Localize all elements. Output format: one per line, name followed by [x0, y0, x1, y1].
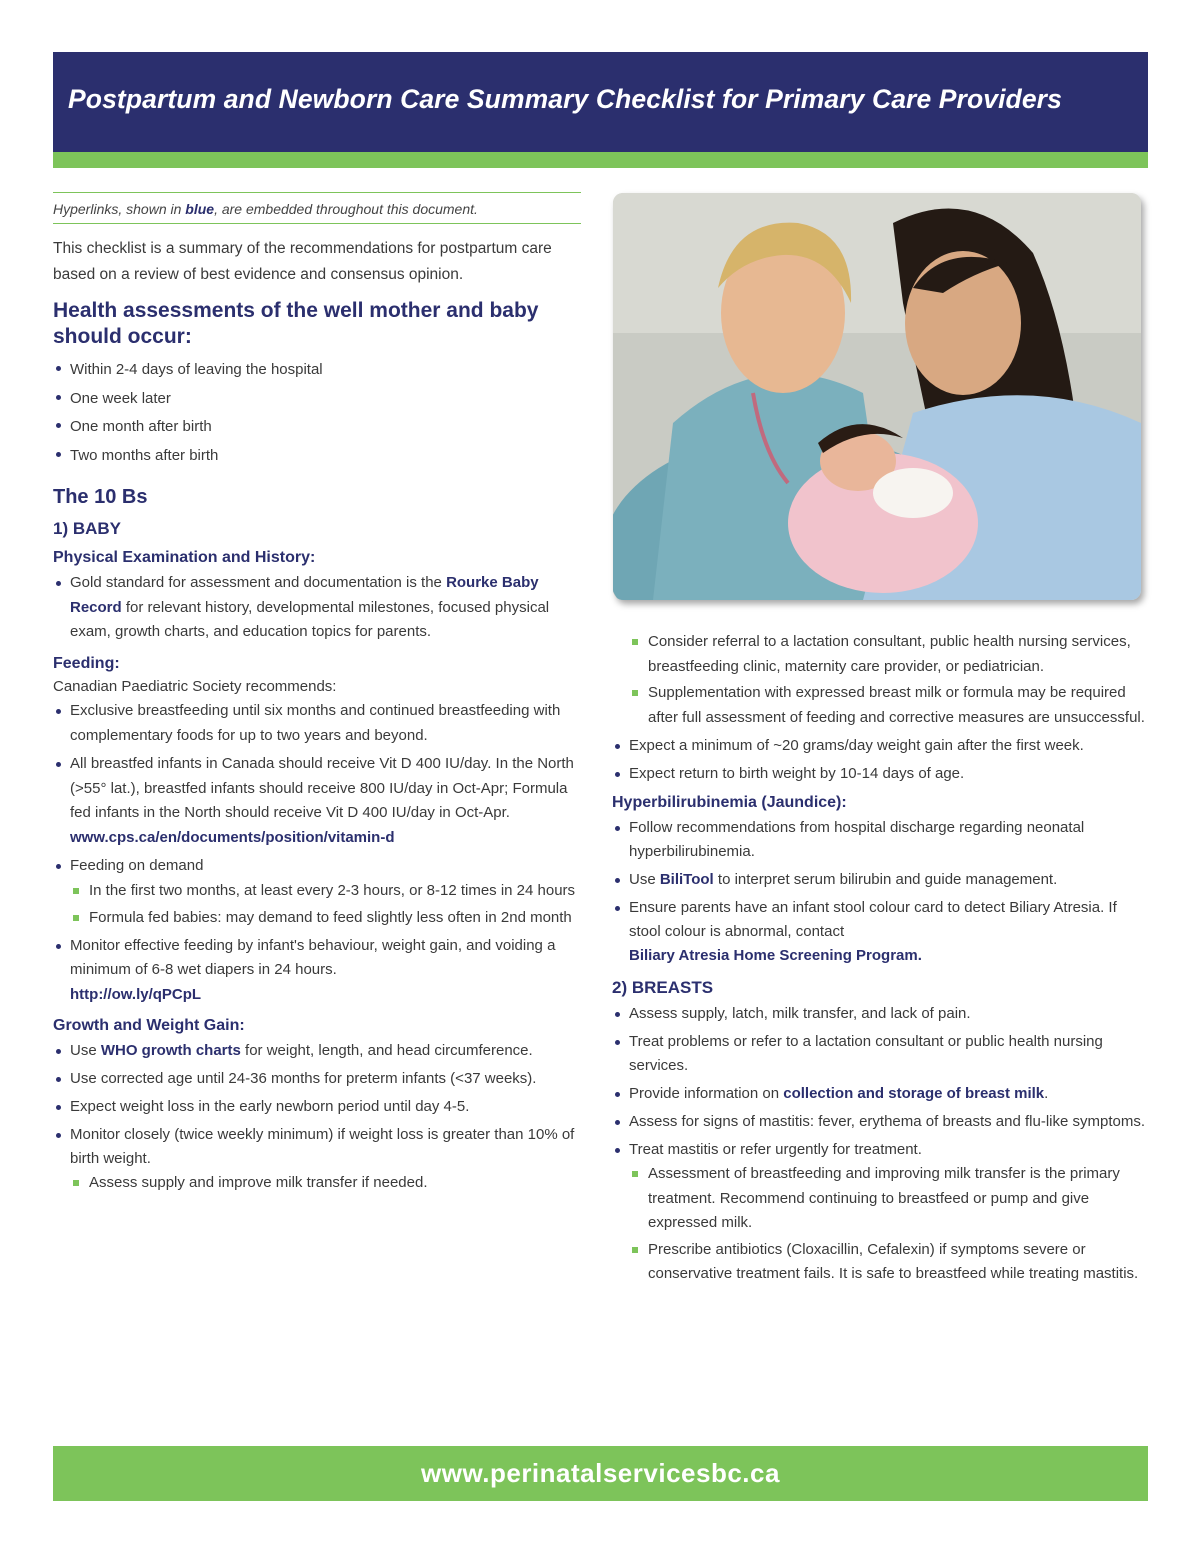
- who-growth-charts-link[interactable]: WHO growth charts: [100, 1042, 241, 1059]
- list-item: Feeding on demand In the first two months, at least every 2-3 hours, or 8-12 times in 24 hours Formula fed babies: may demand to feed slightly less often in 2nd month: [53, 854, 581, 931]
- jaundice-heading: Hyperbilirubinemia (Jaundice):: [612, 794, 847, 811]
- list-item: Consider referral to a lactation consultant, public health nursing services, breastfeeding clinic, maternity care provider, or pediatrician.: [629, 630, 1147, 679]
- list-item: Assess supply and improve milk transfer if needed.: [70, 1171, 581, 1196]
- list-item: Assess supply, latch, milk transfer, and lack of pain.: [612, 1002, 1147, 1026]
- baby-heading: 1) BABY: [53, 519, 122, 538]
- left-column: [53, 192, 581, 1196]
- breasts-heading: 2) BREASTS: [612, 978, 714, 997]
- page-title: Postpartum and Newborn Care Summary Checklist for Primary Care Providers: [68, 84, 1062, 114]
- list-item: Assessment of breastfeeding and improving milk transfer is the primary treatment. Recommend continuing to breastfeed or pump and give expressed milk.: [629, 1162, 1147, 1236]
- feeding-sublist: [70, 879, 581, 931]
- list-item: One month after birth: [53, 413, 581, 442]
- ten-bs-heading: The 10 Bs: [53, 486, 148, 508]
- assessments-list: [53, 356, 581, 470]
- list-item: Supplementation with expressed breast milk or formula may be required after full assessment of feeding and corrective measures are unsuccessful.: [629, 681, 1147, 730]
- list-item: Treat mastitis or refer urgently for treatment. Assessment of breastfeeding and improving milk transfer is the primary treatment. Recommend continuing to breastfeed or pump and give expressed milk. Prescribe antibiotics (Cloxacillin, Cefalexin) if symptoms severe or conservative treatment fails. It is safe to breastfeed while treating mastitis.: [612, 1138, 1147, 1287]
- blue-word: blue: [185, 201, 215, 217]
- list-item: All breastfed infants in Canada should receive Vit D 400 IU/day. In the North (>55° lat.), breastfed infants should receive 800 IU/day in Oct-Apr; Formula fed infants in the North should receive Vit D 400 IU/day in Oct-Apr. www.cps.ca/en/documents/position/vitamin-d: [53, 752, 581, 850]
- list-item: Treat problems or refer to a lactation consultant or public health nursing services.: [612, 1030, 1147, 1078]
- list-item: Exclusive breastfeeding until six months and continued breastfeeding with complementary foods for up to two years and beyond.: [53, 699, 581, 748]
- list-item: Use WHO growth charts for weight, length, and head circumference.: [53, 1039, 581, 1063]
- list-item: Gold standard for assessment and documentation is the Rourke Baby Record for relevant history, developmental milestones, focused physical exam, growth charts, and education topics for parents.: [53, 571, 581, 645]
- growth-list: [53, 1039, 581, 1196]
- footer-website-link[interactable]: www.perinatalservicesbc.ca: [421, 1458, 780, 1488]
- owly-link[interactable]: http://ow.ly/qPCpL: [70, 985, 202, 1003]
- biliary-atresia-link[interactable]: Biliary Atresia Home Screening Program.: [629, 947, 922, 964]
- list-item: Follow recommendations from hospital discharge regarding neonatal hyperbilirubinemia.: [612, 816, 1147, 864]
- supply-sublist: [629, 630, 1147, 730]
- feeding-intro: Canadian Paediatric Society recommends:: [53, 677, 337, 695]
- cps-vitamin-d-link[interactable]: www.cps.ca/en/documents/position/vitamin-d: [70, 828, 395, 846]
- rourke-baby-record-link[interactable]: Rourke Baby Record: [70, 574, 539, 616]
- list-item: Provide information on collection and storage of breast milk.: [612, 1082, 1147, 1106]
- physical-exam-list: [53, 571, 581, 645]
- list-item: Ensure parents have an infant stool colour card to detect Biliary Atresia. If stool colour is abnormal, contact Biliary Atresia Home Screening Program.: [612, 896, 1147, 968]
- list-item: One week later: [53, 385, 581, 414]
- list-item: Expect a minimum of ~20 grams/day weight gain after the first week.: [612, 734, 1147, 758]
- list-item: Expect return to birth weight by 10-14 days of age.: [612, 762, 1147, 786]
- bilitool-link[interactable]: BiliTool: [659, 871, 714, 888]
- physical-exam-heading: Physical Examination and History:: [53, 549, 316, 566]
- list-item: Monitor effective feeding by infant's behaviour, weight gain, and voiding a minimum of 6-8 wet diapers in 24 hours. http://ow.ly/qPCpL: [53, 934, 581, 1008]
- feeding-list: [53, 699, 581, 1007]
- hyperlink-note: Hyperlinks, shown in blue, are embedded throughout this document.: [53, 192, 581, 224]
- list-item: Prescribe antibiotics (Cloxacillin, Cefalexin) if symptoms severe or conservative treatment fails. It is safe to breastfeed while treating mastitis.: [629, 1238, 1147, 1287]
- intro-paragraph: This checklist is a summary of the recommendations for postpartum care based on a review of best evidence and consensus opinion.: [53, 240, 552, 283]
- right-column: [612, 630, 1147, 1291]
- list-item: In the first two months, at least every 2-3 hours, or 8-12 times in 24 hours: [70, 879, 581, 904]
- photo-illustration: [613, 193, 1141, 600]
- growth-sublist: [70, 1171, 581, 1196]
- list-item: Use BiliTool to interpret serum bilirubin and guide management.: [612, 868, 1147, 892]
- list-item: Within 2-4 days of leaving the hospital: [53, 356, 581, 385]
- growth-heading: Growth and Weight Gain:: [53, 1017, 245, 1034]
- jaundice-list: [612, 816, 1147, 968]
- list-item: Two months after birth: [53, 442, 581, 471]
- breasts-list: [612, 1002, 1147, 1287]
- list-item: Formula fed babies: may demand to feed slightly less often in 2nd month: [70, 906, 581, 931]
- list-item: Use corrected age until 24-36 months for preterm infants (<37 weeks).: [53, 1067, 581, 1091]
- header-accent-bar: [53, 152, 1148, 168]
- mother-baby-photo: [613, 193, 1141, 600]
- list-item: Expect weight loss in the early newborn period until day 4-5.: [53, 1095, 581, 1119]
- list-item: Monitor closely (twice weekly minimum) if weight loss is greater than 10% of birth weight. Assess supply and improve milk transfer if needed.: [53, 1123, 581, 1196]
- mastitis-sublist: [629, 1162, 1147, 1287]
- breast-milk-storage-link[interactable]: collection and storage of breast milk: [783, 1085, 1045, 1102]
- weight-list: [612, 734, 1147, 786]
- assessments-heading: Health assessments of the well mother and baby should occur:: [53, 299, 539, 348]
- feeding-heading: Feeding:: [53, 654, 120, 672]
- list-item: Assess for signs of mastitis: fever, erythema of breasts and flu-like symptoms.: [612, 1110, 1147, 1134]
